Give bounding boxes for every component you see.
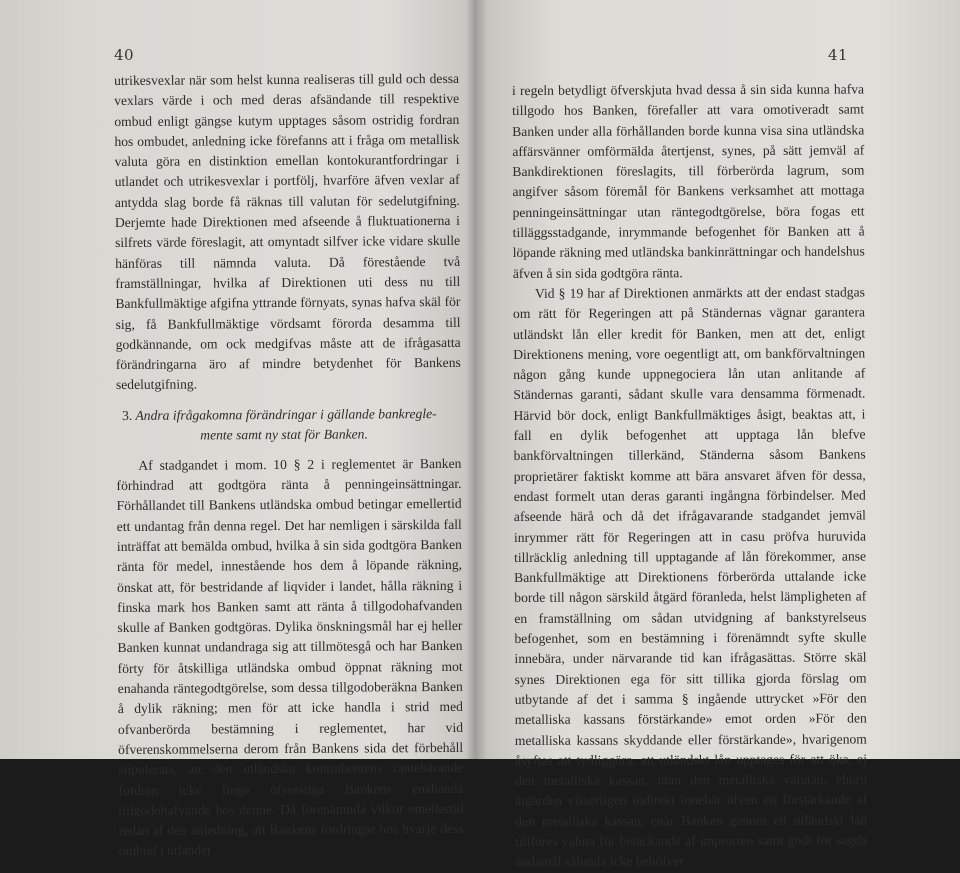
section-title-line-2: mente samt ny stat för Banken.: [200, 426, 368, 443]
paragraph: Vid § 19 har af Direktionen anmärkts att der endast stadgas om rätt för Regeringen att på Ständernas vägnar garantera utländskt lån eller kredit för Banken, men att det, enligt Direktionens mening, vore oegentligt att, om bankförvaltningen någon gång kunde uppnegociera lån utan anlitande af Ständernas garanti, sådant skulle vara densamma förmenadt. Härvid bör dock, enligt Bankfullmäktiges åsigt, beaktas att, i fall en dylik befogenhet att upptaga lån blefve bankförvaltningen tillerkänd, Ständerna såsom Bankens proprietärer faktiskt komme att bära ansvaret äfven för dessa, endast formelt utan deras garanti ingångna förbindelser. Med afseende härå och då det ifrågavarande stadgandet jemväl inrymmer rätt för Regeringen att in casu pröfva huruvida tillräcklig anledning till upptagande af lån förekommer, anse Bankfullmäktige att Direktionens förberörda uttalande icke borde till någon särskild åtgärd föranleda, helst lämpligheten af en framställning om sådan utvidgning af bankstyrelseus befogenhet, som en bestämning i förenämndt syfte skulle innebära, under närvarande tid kan ifrågasättas. Större skäl synes Direktionen ega för sitt tillika gjorda förslag om utbytande af det i samma § ingående uttrycket »För den metalliska kassans förstärkande» emot orden »För den metalliska kassans skyddande eller förstärkande», hvarigenom åsyftas att tydliggöra, att utländskt lån upptages för att öka, ej den metalliska kassan, utan den metalliska valutan, ehuru åtgärden visserligen indirekt innebär äfven ett förstärkande af den metalliska kassan, enär Banken genom ett utländskt lån tillföres valuta för betäckande af improrten samt godt för sagda ändamål sålunda icke behöfver: [512, 284, 868, 870]
paragraph: utrikesvexlar när som helst kunna realiseras till guld och dessa vexlars värde i och med deras afsändande till respektive ombud enligt gängse kutym upptages såsom ostridig fordran hos ombudet, anledning icke förefanns att i fråga om metallisk valuta göra en distinktion emellan kontokurantfordringar i utlandet och utrikesvexlar i portfölj, hvarföre äfven vexlar af antydda slag borde få räknas till valutan för sedelutgifning. Derjemte hade Direktionen med afseende å fluktuationerna i silfrets värde föreslagit, att omyntadt silfver icke vidare skulle hänföras till nämnda valuta. Då förestående två framställningar, hvilka af Direktionen uti dess nu till Bankfullmäktige afgifna yttrande förnyats, synas hafva skäl för sig, få Bankfullmäktige vördsamt förorda desamma till godkännande, om ock medgifvas måste att de ifrågasatta förändringarna äro af mindre betydenhet för Bankens sedelutgifning.: [114, 70, 461, 393]
page-number-right: 41: [828, 46, 849, 64]
paragraph: Af stadgandet i mom. 10 § 2 i reglementet är Banken förhindrad att godtgöra ränta å penningeinsättningar. Förhållandet till Bankens utländska ombud betingar emellertid ett undantag från denna regel. Det har nemligen i särskilda fall inträffat att bemälda ombud, hvilka å sin sida godtgöra Banken ränta för medel, innestående hos dem å löpande räkning, önskat att, för bestridande af liqvider i landet, hålla räkning i finska mark hos Banken samt att ränta å tillgodohafvanden skulle af Banken godtgöras. Dylika önskningsmål har ej heller Banken kunnat undandraga sig att tillmötesgå och har Banken förty för åtskilliga utländska ombud öppnat räkning mot enahanda räntegodtgörelse, som dessa tillgodoberäkna Banken å dylik räkning; men för att icke handla i strid med ofvanberörda bestämning i reglementet, har vid öfverenskommelserna derom från Bankens sida det förbehåll stipulerats, att den utländska kontrahentens räntebärande fordran icke finge öfverstiga Bankens enahanda tillgodohafvande hos denne. Då förenämnda vilkor emellertid redan af den anledning, att Bankens fordringar hos hvarje dess ombud i utlandet: [116, 455, 464, 859]
right-page-body: [512, 79, 867, 872]
section-number: 3.: [122, 407, 133, 423]
paragraph: i regeln betydligt öfverskjuta hvad dessa å sin sida kunna hafva tillgodo hos Banken, förefaller att vara omotiveradt samt Banken under alla förhållanden borde kunna visa sina utländska affärsvänner omförmälda återtjenst, synes, på sätt jemväl af Bankdirektionen föreslagits, till förberörda lagrum, som angifver såsom föremål för Bankens verksamhet att mottaga penningeinsättningar utan räntegodtgörelse, böra fogas ett tilläggsstadgande, inrymmande befogenhet för Banken att å löpande räkning med utländska bankinrättningar och handelshus äfven å sin sida godtgöra ränta.: [512, 81, 865, 281]
right-page: [482, 0, 960, 870]
section-heading: [116, 404, 461, 446]
section-title-line-1: Andra ifrågakomna förändringar i gällande bankregle-: [135, 405, 437, 423]
left-page-body: [114, 69, 464, 862]
page-number-left: 40: [114, 46, 135, 64]
left-page: [0, 0, 478, 859]
